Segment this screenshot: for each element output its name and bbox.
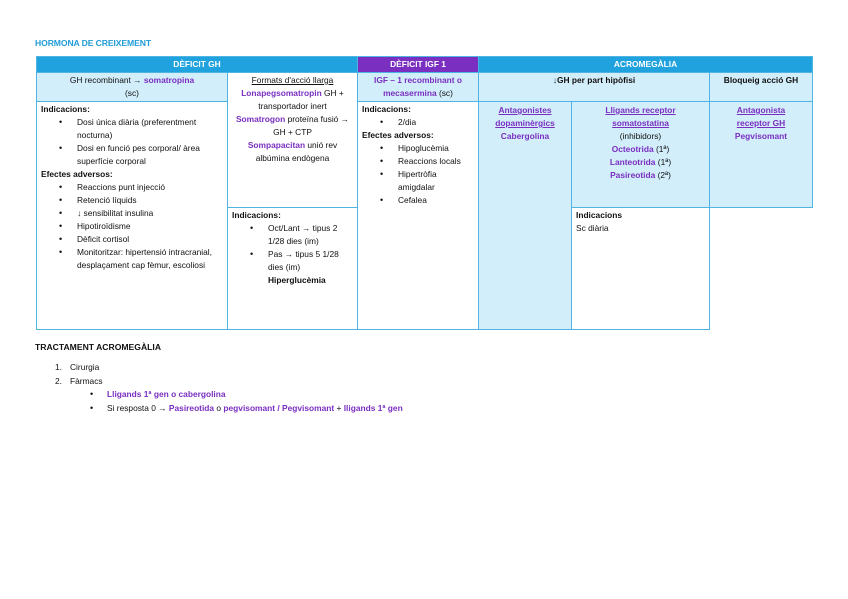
adverse-effects-label: Efectes adversos: — [41, 169, 113, 179]
deficit-igf-details-cell — [358, 102, 479, 330]
gh-recombinant-cell — [37, 73, 228, 102]
list-item: • Dèficit cortisol — [77, 233, 223, 246]
header-deficit-igf: DÈFICIT IGF 1 — [358, 57, 479, 73]
somatostatin-indications-label: Indicacions: — [232, 210, 281, 220]
ligands-first-gen-combo: lligands 1ª gen — [343, 402, 403, 413]
list-item: • Pas → tipus 5 1/28 dies (im) — [268, 248, 353, 274]
pegvisomant-indications-cell — [572, 208, 710, 330]
dopamine-title-1: Antagonistes — [498, 105, 552, 115]
lonapegsomatropin-desc: GH + transportador inert — [258, 88, 344, 111]
list-item — [107, 388, 636, 402]
igf-recombinant-cell — [358, 73, 479, 102]
hyperglycemia-text: Hiperglucèmia — [268, 275, 326, 285]
igf-indications-label: Indicacions: — [362, 104, 411, 114]
somatropina-route: (sc) — [125, 88, 139, 98]
pasireotida-drug: Pasireotida — [610, 170, 656, 180]
pegvisomant-indications-label: Indicacions — [576, 210, 623, 220]
list-item: • 2/dia — [398, 116, 474, 129]
ligands-first-gen: Lligands 1ª gen — [107, 389, 169, 399]
lanteotrida-gen: (1ª) — [657, 157, 672, 167]
lanteotrida-drug: Lanteotrida — [609, 157, 656, 167]
mecasermina-drug: mecasermina — [383, 88, 437, 98]
somatostatin-title-2: somatostatina — [612, 118, 669, 128]
somatostatin-title-1: Lligands receptor — [605, 105, 676, 115]
long-acting-formats-cell — [228, 73, 358, 208]
pegvisomant-drug: Pegvisomant — [734, 131, 788, 141]
list-item: • Retenció líquids — [77, 194, 223, 207]
igf-adverse-effects-label: Efectes adversos: — [362, 130, 434, 140]
header-acromegalia: ACROMEGÀLIA — [479, 57, 813, 73]
cabergolina-option: cabergolina — [178, 389, 226, 399]
list-item: • Dosi en funció pes corporal/ àrea superfície corporal — [77, 142, 223, 168]
somatrogon-drug: Somatrogon — [235, 114, 286, 124]
treatment-title: TRACTAMENT ACROMEGÀLIA — [35, 342, 162, 352]
somatrogon-desc: proteïna fusió → GH + CTP — [273, 114, 350, 137]
igf-indications-list — [362, 116, 474, 129]
antagonist-title-2: receptor GH — [736, 118, 786, 128]
arrow-icon: → — [133, 75, 142, 85]
no-response-text: Si resposta 0 → — [107, 402, 167, 413]
gh-block-header: Bloqueig acció GH — [710, 73, 813, 102]
table-header-row — [37, 57, 813, 73]
list-item-text: Fàrmacs — [70, 375, 103, 386]
antagonist-title-1: Antagonista — [736, 105, 786, 115]
gh-antagonist-cell — [710, 102, 813, 208]
list-item: • Reaccions locals — [398, 155, 474, 168]
dopamine-title-2: dopaminèrgics — [495, 118, 555, 128]
list-item: • Reaccions punt injecció — [77, 181, 223, 194]
gh-recombinant-text: GH recombinant — [69, 75, 131, 85]
list-item — [107, 402, 636, 416]
indications-label: Indicacions: — [41, 104, 90, 114]
pegvisomant-option: pegvisomant / Pegvisomant — [223, 402, 335, 413]
hormone-table — [36, 56, 813, 330]
list-item-number: 2. — [55, 375, 62, 386]
long-acting-title: Formats d'acció llarga — [251, 75, 334, 85]
pegvisomant-indications-value: Sc diària — [576, 223, 609, 233]
mecasermina-route: (sc) — [438, 88, 453, 98]
connector-plus: + — [336, 402, 342, 413]
list-item: • Hipoglucèmia — [398, 142, 474, 155]
adverse-effects-list — [41, 181, 223, 272]
octeotrida-drug: Octeotrida — [611, 144, 654, 154]
somatropina-drug: somatropina — [143, 75, 195, 85]
sompapacitan-drug: Sompapacitan — [247, 140, 306, 150]
indications-list — [41, 116, 223, 168]
sompapacitan-desc: unió rev albúmina endògena — [255, 140, 338, 163]
connector-o: o — [216, 402, 222, 413]
list-item: • Oct/Lant → tipus 2 1/28 dies (im) — [268, 222, 353, 248]
list-item — [36, 375, 636, 416]
somatostatin-indications-cell — [228, 208, 358, 330]
list-item: • Hipertròfia amigdalar — [398, 168, 474, 194]
list-item: • Hipotiroïdisme — [77, 220, 223, 233]
gh-reduction-header: ↓GH per part hipòfisi — [479, 73, 710, 102]
list-item-text: Cirurgia — [70, 362, 100, 372]
header-deficit-gh: DÈFICIT GH — [37, 57, 358, 73]
list-item — [36, 361, 636, 375]
page-title: HORMONA DE CREIXEMENT — [35, 38, 151, 48]
somatostatin-indications-list — [232, 222, 353, 274]
dopamine-agonists-cell — [479, 102, 572, 330]
igf-recombinant-text: IGF – 1 recombinant o — [374, 75, 462, 85]
list-item: • Monitoritzar: hipertensió intracranial, desplaçament cap fèmur, escoliosi — [77, 246, 223, 272]
pasireotida-option: Pasireotida — [168, 402, 215, 413]
pasireotida-gen: (2ª) — [657, 170, 671, 180]
connector-o: o — [171, 389, 177, 399]
pharma-sublist — [70, 388, 636, 415]
list-item: • ↓ sensibilitat insulina — [77, 207, 223, 220]
list-item-number: 1. — [55, 362, 62, 372]
list-item: • Cefalea — [398, 194, 474, 207]
table-content-row — [37, 102, 813, 208]
lonapegsomatropin-drug: Lonapegsomatropin — [241, 88, 322, 98]
igf-adverse-effects-list — [362, 142, 474, 207]
octeotrida-gen: (1ª) — [655, 144, 670, 154]
cabergolina-drug: Cabergolina — [500, 131, 550, 141]
table-subheader-row — [37, 73, 813, 102]
inhibitors-label: (inhibidors) — [619, 131, 662, 141]
deficit-gh-details-cell — [37, 102, 228, 330]
somatostatin-ligands-cell — [572, 102, 710, 208]
treatment-list — [36, 361, 636, 415]
list-item: • Dosi única diària (preferentment nocturna) — [77, 116, 223, 142]
